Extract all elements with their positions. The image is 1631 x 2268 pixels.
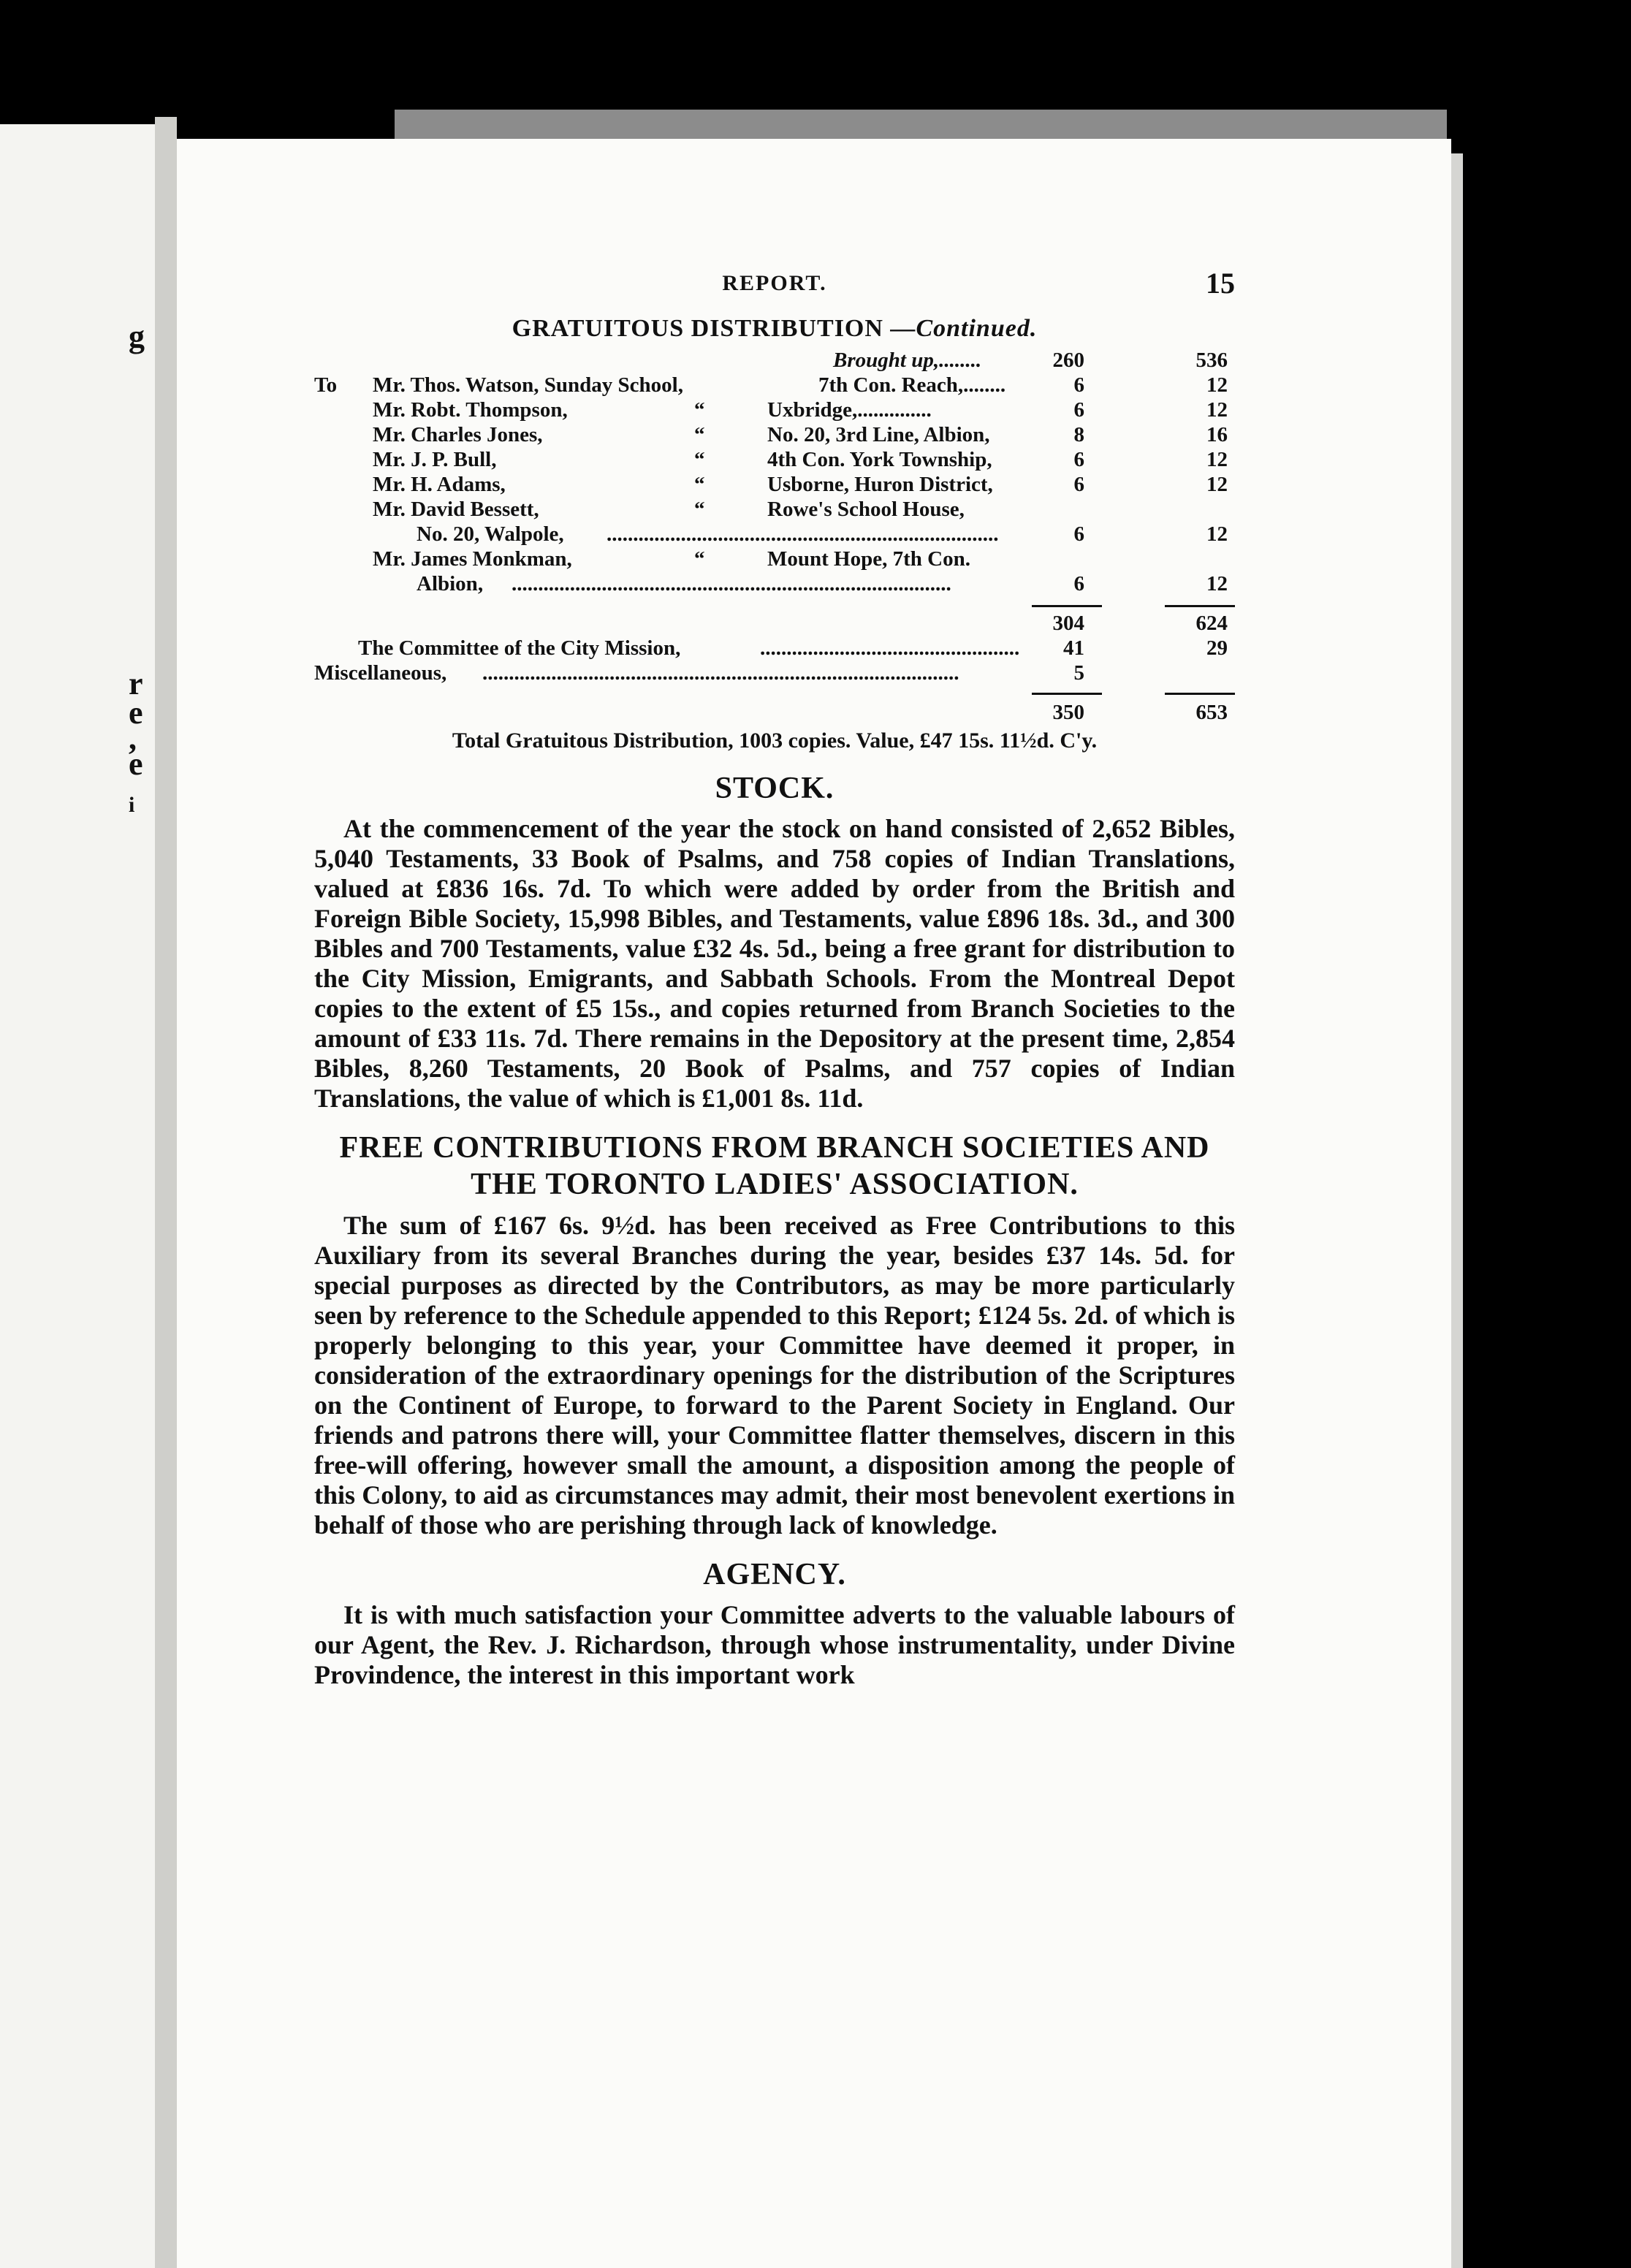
- total-rule: [1165, 693, 1235, 695]
- subtotal-rule-row: [314, 596, 1235, 611]
- running-title: REPORT.: [722, 271, 827, 295]
- table-row: [314, 636, 1235, 661]
- leader-dots: ..........................................................................: [607, 522, 999, 547]
- ditto-mark: “: [694, 448, 705, 472]
- document-page: [177, 139, 1451, 2268]
- distribution-table: [314, 348, 1235, 725]
- recipient-place: Rowe's School House,: [767, 498, 965, 522]
- table-row: [314, 522, 1235, 547]
- subtotal-rule: [1165, 605, 1235, 607]
- page-fragment: e: [129, 695, 143, 731]
- brought-up-label: Brought up,........: [833, 349, 982, 373]
- copies-cell: 5: [1073, 661, 1084, 685]
- to-label: To: [314, 373, 338, 397]
- free-contributions-paragraph: The sum of £167 6s. 9½d. has been received as Free Contributions to this Auxiliary from its several Branches during the year, besides £37 14s. 5d. for special purposes as directed by the Contributors, as may be more particularly seen by reference to the Schedule appended to this Report; £124 5s. 2d. of which is properly belonging to this year, your Committee have deemed it proper, in consideration of the extraordinary openings for the distribution of the Scriptures on the Continent of Europe, to forward to the Parent Society in England. Our friends and patrons there will, your Committee flatter themselves, discern in this free-will offering, however small the amount, a disposition among the people of this Colony, to aid as circumstances may admit, their most benevolent exertions in behalf of those who are perishing through lack of knowledge.: [314, 1210, 1235, 1540]
- table-title-text: GRATUITOUS DISTRIBUTION: [512, 315, 883, 342]
- previous-page-edge: [0, 124, 155, 2268]
- total-rule: [1032, 693, 1102, 695]
- running-header: [314, 267, 1235, 304]
- copies-cell: 6: [1073, 572, 1084, 596]
- ditto-mark: “: [694, 498, 705, 522]
- copies-cell: 8: [1073, 423, 1084, 447]
- second-column-cell: 624: [1195, 612, 1228, 636]
- recipient-place: 7th Con. Reach,........: [818, 373, 1006, 397]
- recipient-name: Mr. Charles Jones,: [373, 423, 543, 447]
- copies-cell: 41: [1063, 636, 1084, 661]
- page-fragment: ,: [129, 720, 137, 756]
- table-row: [314, 472, 1235, 497]
- recipient-name: Mr. James Monkman,: [373, 547, 572, 571]
- total-row: [314, 700, 1235, 725]
- ditto-mark: “: [694, 473, 705, 497]
- copies-cell: 260: [1052, 349, 1084, 373]
- recipient-name-continued: Albion,: [417, 572, 484, 596]
- total-rule-row: [314, 685, 1235, 700]
- table-row: [314, 547, 1235, 571]
- page-fragment: i: [129, 793, 135, 817]
- agency-heading: AGENCY.: [703, 1557, 846, 1591]
- table-row: [314, 373, 1235, 397]
- second-column-cell: 29: [1206, 636, 1228, 661]
- total-distribution-line: Total Gratuitous Distribution, 1003 copies. Value, £47 15s. 11½d. C'y.: [452, 728, 1098, 753]
- table-title: [314, 314, 1235, 343]
- second-column-cell: 12: [1206, 522, 1228, 547]
- recipient-name: Mr. Robt. Thompson,: [373, 398, 568, 422]
- book-gutter: [155, 117, 177, 2268]
- free-contributions-heading: [314, 1130, 1235, 1203]
- table-row: [314, 661, 1235, 685]
- second-column-cell: 12: [1206, 572, 1228, 596]
- recipient-name: Miscellaneous,: [314, 661, 447, 685]
- subtotal-row: [314, 611, 1235, 636]
- second-column-cell: 12: [1206, 448, 1228, 472]
- recipient-place: Mount Hope, 7th Con.: [767, 547, 970, 571]
- table-title-continued: —Continued.: [890, 315, 1038, 342]
- stock-paragraph: At the commencement of the year the stock on hand consisted of 2,652 Bibles, 5,040 Testaments, 33 Book of Psalms, and 758 copies of Indian Translations, valued at £836 16s. 7d. To which were added by order from the British and Foreign Bible Society, 15,998 Bibles, and Testaments, value £896 18s. 3d., and 300 Bibles and 700 Testaments, value £32 4s. 5d., being a free grant for distribution to the City Mission, Emigrants, and Sabbath Schools. From the Montreal Depot copies to the extent of £5 15s., and copies returned from Branch Societies to the amount of £33 11s. 7d. There remains in the Depository at the present time, 2,854 Bibles, 8,260 Testaments, 20 Book of Psalms, and 757 copies of Indian Translations, the value of which is £1,001 8s. 11d.: [314, 813, 1235, 1113]
- recipient-name: Mr. J. P. Bull,: [373, 448, 497, 472]
- page-fragment: e: [129, 746, 143, 782]
- stock-heading: STOCK.: [715, 771, 834, 805]
- ditto-mark: “: [694, 423, 705, 447]
- page-content: [314, 267, 1235, 1690]
- recipient-name: Mr. David Bessett,: [373, 498, 539, 522]
- table-row: [314, 497, 1235, 522]
- page-fragment: g: [129, 319, 145, 354]
- page-number: 15: [1206, 267, 1235, 300]
- recipient-name: Mr. Thos. Watson, Sunday School,: [373, 373, 683, 397]
- ditto-mark: “: [694, 398, 705, 422]
- table-row: [314, 571, 1235, 596]
- leader-dots: .................................................: [760, 636, 1020, 661]
- copies-cell: 304: [1052, 612, 1084, 636]
- recipient-name-continued: No. 20, Walpole,: [417, 522, 564, 547]
- copies-cell: 6: [1073, 398, 1084, 422]
- subtotal-rule: [1032, 605, 1102, 607]
- free-heading-line-2: THE TORONTO LADIES' ASSOCIATION.: [471, 1168, 1079, 1202]
- scan-shadow: [395, 110, 1447, 139]
- leader-dots: ...................................................................................: [512, 572, 951, 596]
- copies-cell: 6: [1073, 448, 1084, 472]
- table-row: [314, 422, 1235, 447]
- table-row: [314, 397, 1235, 422]
- leader-dots: ..........................................................................................: [482, 661, 959, 685]
- copies-cell: 6: [1073, 373, 1084, 397]
- copies-cell: 6: [1073, 522, 1084, 547]
- table-row: [314, 348, 1235, 373]
- page-edge: [1451, 153, 1463, 2268]
- recipient-name: Mr. H. Adams,: [373, 473, 506, 497]
- second-column-cell: 12: [1206, 398, 1228, 422]
- second-column-cell: 12: [1206, 473, 1228, 497]
- free-heading-line-1: FREE CONTRIBUTIONS FROM BRANCH SOCIETIES AND: [339, 1130, 1210, 1165]
- agency-paragraph: It is with much satisfaction your Committee adverts to the valuable labours of our Agent, the Rev. J. Richardson, through whose instrumentality, under Divine Provindence, the interest in this important work: [314, 1600, 1235, 1690]
- ditto-mark: “: [694, 547, 705, 571]
- table-row: [314, 447, 1235, 472]
- copies-cell: 6: [1073, 473, 1084, 497]
- copies-cell: 350: [1052, 701, 1084, 725]
- recipient-name: The Committee of the City Mission,: [358, 636, 681, 661]
- second-column-cell: 16: [1206, 423, 1228, 447]
- recipient-place: Usborne, Huron District,: [767, 473, 993, 497]
- second-column-cell: 12: [1206, 373, 1228, 397]
- recipient-place: Uxbridge,..............: [767, 398, 932, 422]
- page-fragment: r: [129, 666, 143, 701]
- recipient-place: 4th Con. York Township,: [767, 448, 992, 472]
- second-column-cell: 536: [1195, 349, 1228, 373]
- recipient-place: No. 20, 3rd Line, Albion,: [767, 423, 990, 447]
- second-column-cell: 653: [1195, 701, 1228, 725]
